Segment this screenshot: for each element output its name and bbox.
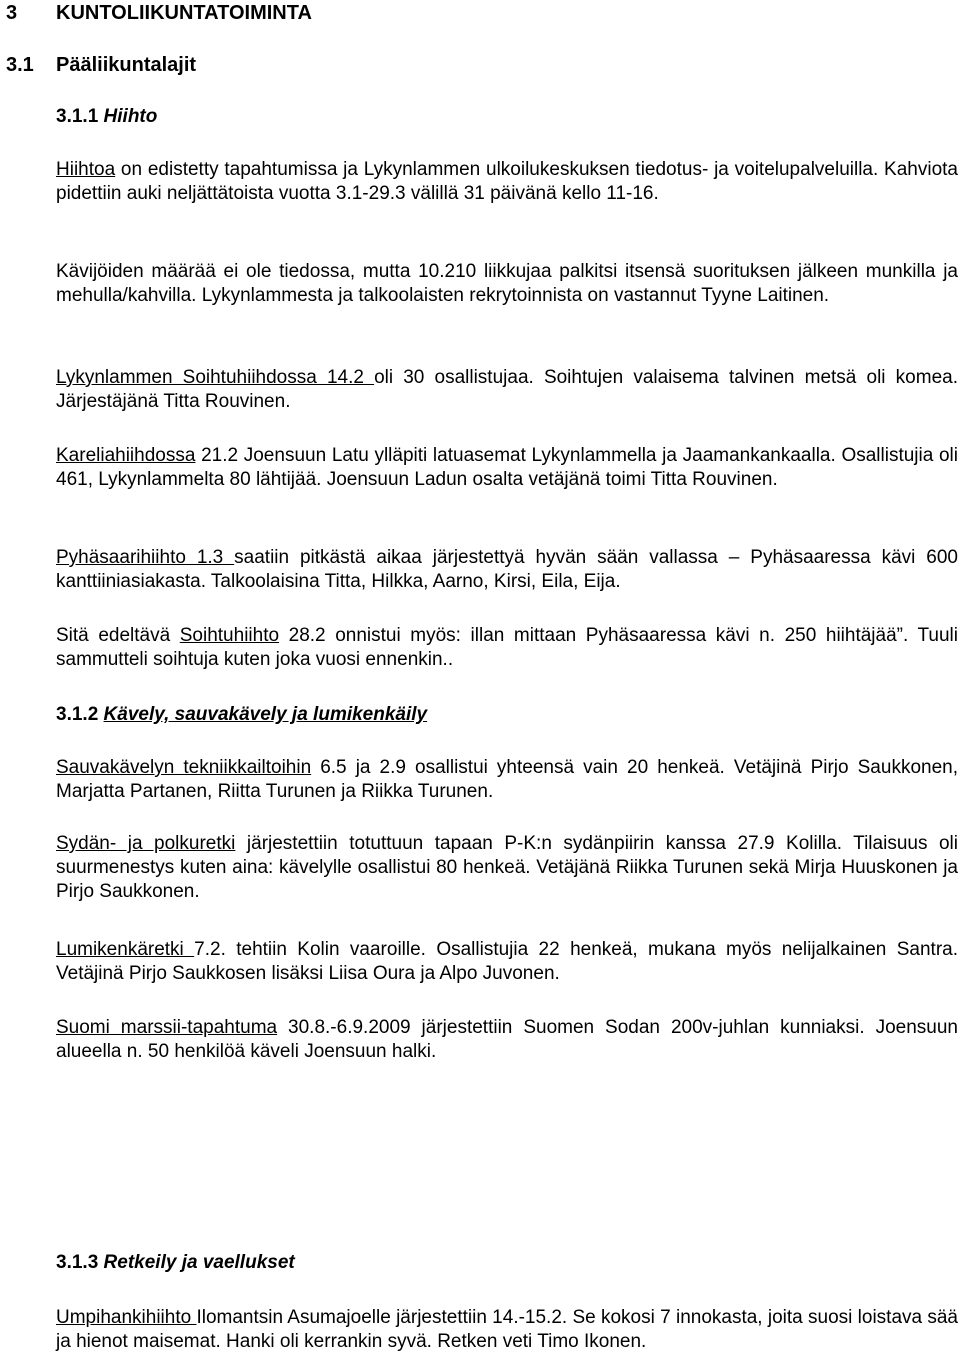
paragraph	[56, 260, 958, 308]
paragraph-text: 7.2. tehtiin Kolin vaaroille. Osallistujia 22 henkeä, mukana myös nelijalkainen Santra. Vetäjinä Pirjo Saukkosen lisäksi Liisa Oura ja Alpo Juvonen.	[56, 939, 958, 984]
paragraph	[56, 1016, 958, 1064]
paragraph	[56, 938, 958, 986]
paragraph-text: Kävijöiden määrää ei ole tiedossa, mutta 10.210 liikkujaa palkitsi itsensä suorituksen jälkeen munkilla ja mehulla/kahvilla. Lykynlammesta ja talkoolaisten rekrytoinnista on vastannut Tyyne Laitinen.	[56, 261, 958, 306]
chapter-title: KUNTOLIIKUNTATOIMINTA	[56, 2, 312, 24]
paragraph-text: Ilomantsin Asumajoelle järjestettiin 14.-15.2. Se kokosi 7 innokasta, joita suosi loistava sää ja hienot maisemat. Hanki oli kerrankin syvä. Retken veti Timo Ikonen.	[56, 1307, 958, 1352]
underlined-term: Lykynlammen Soihtuhiihdossa 14.2	[56, 367, 375, 388]
paragraph-text: oli 30 osallistujaa. Soihtujen valaisema talvinen metsä oli komea. Järjestäjänä Titta Rouvinen.	[56, 367, 958, 412]
subsection-title: Hiihto	[103, 106, 158, 127]
section-heading	[6, 54, 196, 77]
paragraph-text: 30.8.-6.9.2009 järjestettiin Suomen Sodan 200v-juhlan kunniaksi. Joensuun alueella n. 50 henkilöä käveli Joensuun halki.	[56, 1017, 958, 1062]
subsection-title: Kävely, sauvakävely ja lumikenkäily	[103, 704, 428, 725]
subsection-heading-hiihto	[56, 106, 157, 128]
subsection-number: 3.1.2	[56, 704, 99, 725]
underlined-term: Soihtuhiihto	[179, 625, 280, 646]
paragraph-text: saatiin pitkästä aikaa järjestettyä hyvän sään vallassa – Pyhäsaaressa kävi 600 kanttiiniasiakasta. Talkoolaisina Titta, Hilkka, Aarno, Kirsi, Eila, Eija.	[56, 547, 958, 592]
section-title: Pääliikuntalajit	[56, 54, 197, 76]
paragraph-text: on edistetty tapahtumissa ja Lykynlammen ulkoilukeskuksen tiedotus- ja voitelupalveluilla. Kahviota pidettiin auki neljättätoista vuotta 3.1-29.3 välillä 31 päivänä kello 11-16.	[56, 159, 958, 204]
subsection-heading-kavely	[56, 704, 427, 726]
underlined-term: Lumikenkäretki	[56, 939, 195, 960]
underlined-term: Suomi marssii-tapahtuma	[56, 1017, 278, 1038]
paragraph-text: Sitä edeltävä	[56, 625, 180, 646]
section-number: 3.1	[6, 54, 34, 76]
paragraph	[56, 624, 958, 672]
paragraph	[56, 832, 958, 904]
subsection-number: 3.1.3	[56, 1252, 99, 1273]
chapter-heading	[6, 2, 312, 25]
underlined-term: Hiihtoa	[56, 159, 116, 180]
underlined-term: Sydän- ja polkuretki	[56, 833, 236, 854]
paragraph-text: 28.2 onnistui myös: illan mittaan Pyhäsaaressa kävi n. 250 hiihtäjää”. Tuuli sammutteli soihtuja kuten joka vuosi ennenkin..	[56, 625, 958, 670]
underlined-term: Umpihankihiihto	[56, 1307, 197, 1328]
subsection-heading-retkeily	[56, 1252, 295, 1274]
underlined-term: Kareliahiihdossa	[56, 445, 196, 466]
subsection-title: Retkeily ja vaellukset	[103, 1252, 295, 1273]
paragraph-text: 6.5 ja 2.9 osallistui yhteensä vain 20 henkeä. Vetäjinä Pirjo Saukkonen, Marjatta Partanen, Riitta Turunen ja Riikka Turunen.	[56, 757, 958, 802]
subsection-number: 3.1.1	[56, 106, 99, 127]
paragraph	[56, 366, 958, 414]
paragraph-text: 21.2 Joensuun Latu ylläpiti latuasemat Lykynlammella ja Jaamankankaalla. Osallistujia oli 461, Lykynlammelta 80 lähtijää. Joensuun Ladun osalta vetäjänä toimi Titta Rouvinen.	[56, 445, 958, 490]
underlined-term: Sauvakävelyn tekniikkailtoihin	[56, 757, 312, 778]
paragraph-text: järjestettiin totuttuun tapaan P-K:n sydänpiirin kanssa 27.9 Kolilla. Tilaisuus oli suurmenestys kuten aina: kävelylle osallistui 80 henkeä. Vetäjänä Riikka Turunen sekä Mirja Huuskonen ja Pirjo Saukkonen.	[56, 833, 958, 902]
underlined-term: Pyhäsaarihiihto 1.3	[56, 547, 235, 568]
paragraph	[56, 1306, 958, 1354]
paragraph	[56, 444, 958, 492]
paragraph	[56, 158, 958, 206]
paragraph	[56, 756, 958, 804]
chapter-number: 3	[6, 2, 18, 24]
paragraph	[56, 546, 958, 594]
